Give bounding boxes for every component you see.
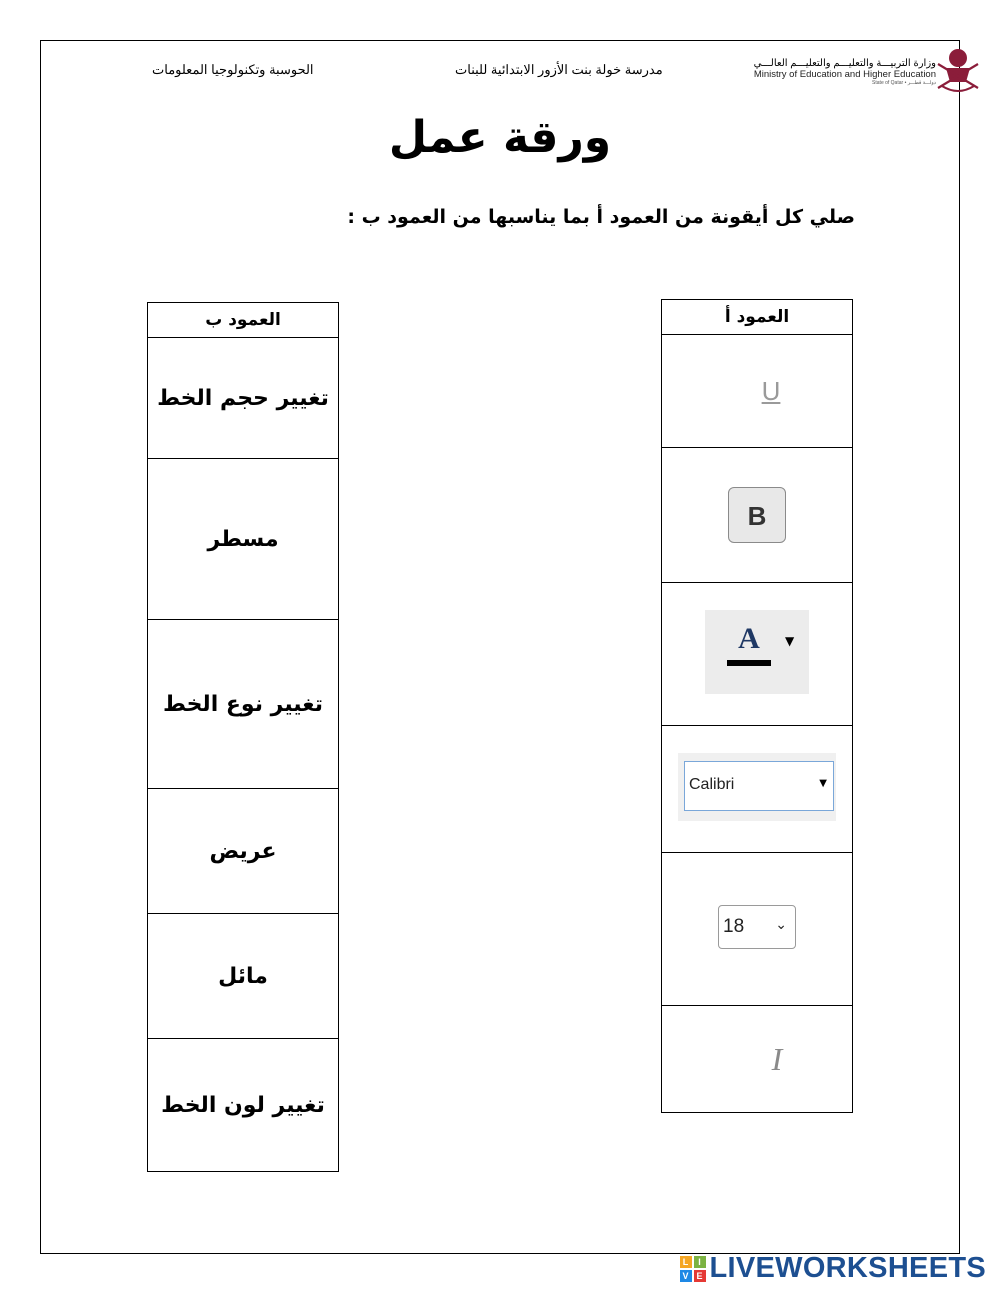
- dropdown-arrow-icon: ▼: [785, 634, 795, 648]
- bold-icon: B: [728, 487, 786, 543]
- column-b-header: العمود ب: [148, 303, 339, 338]
- column-a-item[interactable]: [662, 335, 853, 448]
- logo-letter: V: [680, 1270, 692, 1282]
- school-name: مدرسة خولة بنت الأزور الابتدائية للبنات: [455, 62, 663, 77]
- chevron-down-icon: ⌄: [775, 917, 787, 933]
- column-a-item[interactable]: [662, 726, 853, 853]
- dropdown-arrow-icon: ▼: [819, 778, 827, 789]
- logo-letter: L: [680, 1256, 692, 1268]
- font-name-box: [684, 761, 834, 811]
- ministry-block: [754, 58, 936, 86]
- ministry-name-ar: وزارة التربيـــة والتعليـــم والتعليـــم العالـــي: [753, 58, 936, 69]
- subject-label: الحوسبة وتكنولوجيا المعلومات: [152, 62, 314, 77]
- column-a-table: [661, 299, 853, 1113]
- ministry-name-en: Ministry of Education and Higher Education: [753, 69, 936, 80]
- item-label: تغيير لون الخط: [161, 1092, 325, 1118]
- column-b-item[interactable]: [148, 1039, 339, 1172]
- page-title: ورقة عمل: [388, 112, 612, 163]
- liveworksheets-text: LIVEWORKSHEETS: [709, 1252, 986, 1284]
- item-label: تغيير نوع الخط: [163, 691, 323, 717]
- underline-icon: U: [761, 375, 781, 406]
- font-name-value: Calibri: [689, 776, 735, 793]
- column-b-item[interactable]: [148, 789, 339, 914]
- item-label: مائل: [218, 963, 268, 989]
- state-label: State of Qatar • دولـــة قطـــر: [872, 80, 936, 86]
- column-b-item[interactable]: [148, 459, 339, 620]
- column-a-item[interactable]: [662, 853, 853, 1006]
- font-name-dropdown: [678, 753, 836, 821]
- column-a-header: العمود أ: [662, 300, 853, 335]
- column-a-item[interactable]: [662, 1006, 853, 1113]
- item-label: مسطر: [207, 526, 279, 552]
- font-size-dropdown: [718, 905, 796, 949]
- column-b-item[interactable]: [148, 338, 339, 459]
- column-a-item[interactable]: [662, 583, 853, 726]
- column-b-table: [147, 302, 339, 1172]
- logo-letter: E: [694, 1270, 706, 1282]
- column-a-item[interactable]: [662, 448, 853, 583]
- column-b-item[interactable]: [148, 620, 339, 789]
- column-b-item[interactable]: [148, 914, 339, 1039]
- font-size-value: 18: [723, 916, 745, 937]
- ministry-emblem-icon: [932, 44, 984, 96]
- liveworksheets-logo: [680, 1252, 987, 1285]
- font-color-bar: [727, 660, 771, 666]
- item-label: عريض: [209, 838, 277, 864]
- italic-icon: I: [771, 1040, 783, 1077]
- logo-grid-icon: [680, 1256, 706, 1282]
- instruction-text: صلي كل أيقونة من العمود أ بما يناسبها من العمود ب :: [347, 206, 855, 228]
- font-color-icon: [705, 610, 809, 694]
- font-color-letter: A: [738, 622, 760, 655]
- logo-letter: I: [694, 1256, 706, 1268]
- item-label: تغيير حجم الخط: [157, 385, 329, 411]
